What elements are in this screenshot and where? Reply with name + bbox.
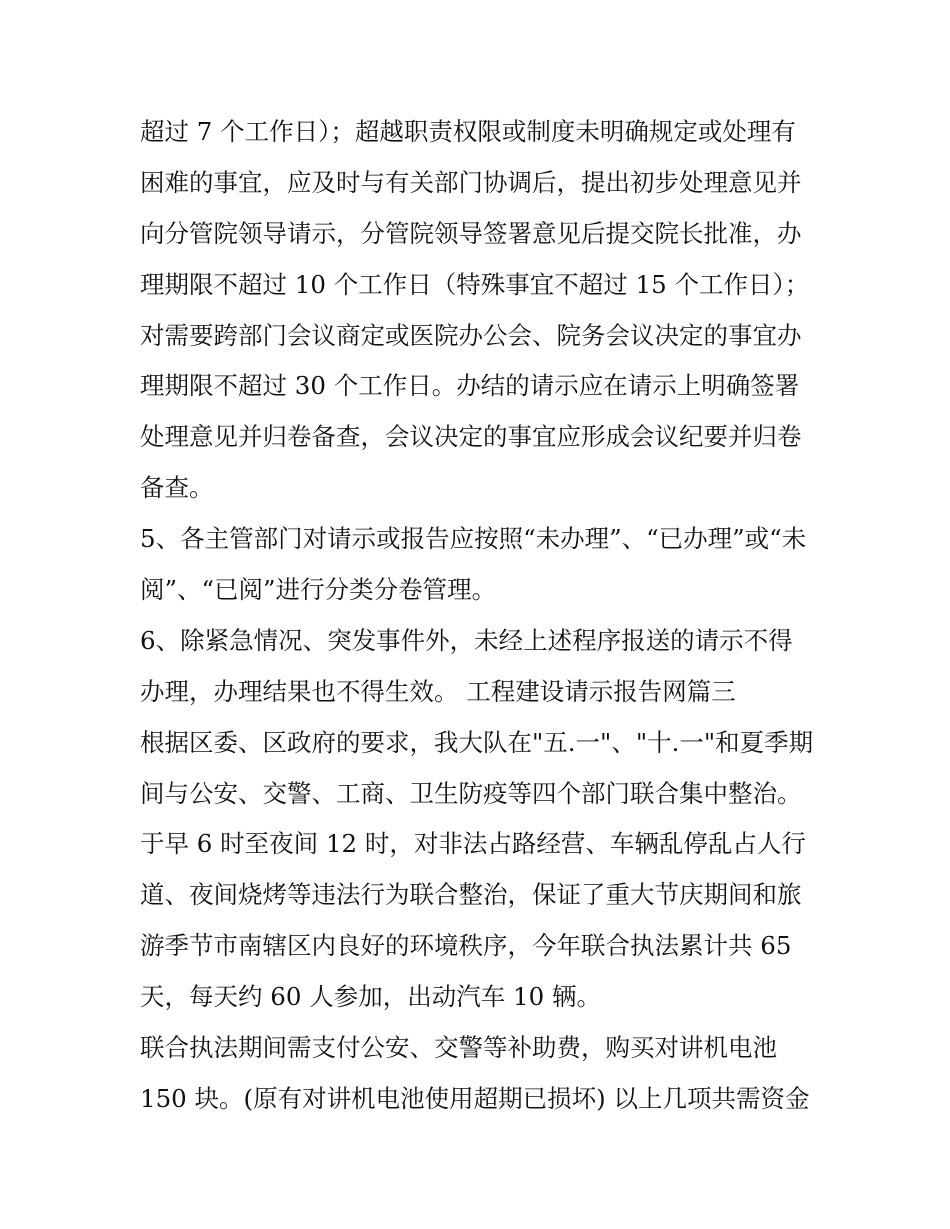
list-item-5-line: 5、各主管部门对请示或报告应按照“未办理”、“已办理”或“未 (140, 524, 807, 554)
text-line: 备查。 (140, 473, 214, 503)
document-body (140, 107, 830, 1125)
text-line: 困难的事宜，应及时与有关部门协调后，提出初步处理意见并 (140, 167, 802, 197)
text-line: 于早 6 时至夜间 12 时，对非法占路经营、车辆乱停乱占人行 (140, 829, 806, 859)
list-item-6-line: 6、除紧急情况、突发事件外，未经上述程序报送的请示不得 (140, 625, 793, 655)
text-line: 联合执法期间需支付公安、交警等补助费，购买对讲机电池 (140, 1033, 777, 1063)
list-item-5-line: 阅”、“已阅”进行分类分卷管理。 (140, 575, 497, 605)
text-line: 向分管院领导请示，分管院领导签署意见后提交院长批准，办 (140, 218, 802, 248)
text-line: 天，每天约 60 人参加，出动汽车 10 辆。 (140, 982, 602, 1012)
text-line: 理期限不超过 10 个工作日（特殊事宜不超过 15 个工作日）； (140, 269, 810, 299)
text-line: 游季节市南辖区内良好的环境秩序，今年联合执法累计共 65 (140, 931, 792, 961)
list-item-6-line: 办理，办理结果也不得生效。 工程建设请示报告网篇三 (140, 676, 736, 706)
text-line: 150 块。(原有对讲机电池使用超期已损坏) 以上几项共需资金 (140, 1083, 810, 1113)
text-line: 超过 7 个工作日）；超越职责权限或制度未明确规定或处理有 (140, 117, 796, 146)
text-line: 处理意见并归卷备查，会议决定的事宜应形成会议纪要并归卷 (140, 422, 802, 452)
text-line: 对需要跨部门会议商定或医院办公会、院务会议决定的事宜办 (140, 320, 802, 350)
text-line: 理期限不超过 30 个工作日。办结的请示应在请示上明确签署 (140, 371, 800, 401)
text-line: 道、夜间烧烤等违法行为联合整治，保证了重大节庆期间和旅 (140, 880, 802, 910)
text-line: 间与公安、交警、工商、卫生防疫等四个部门联合集中整治。 (140, 778, 802, 808)
text-line: 根据区委、区政府的要求，我大队在"五.一"、"十.一"和夏季期 (140, 727, 814, 757)
